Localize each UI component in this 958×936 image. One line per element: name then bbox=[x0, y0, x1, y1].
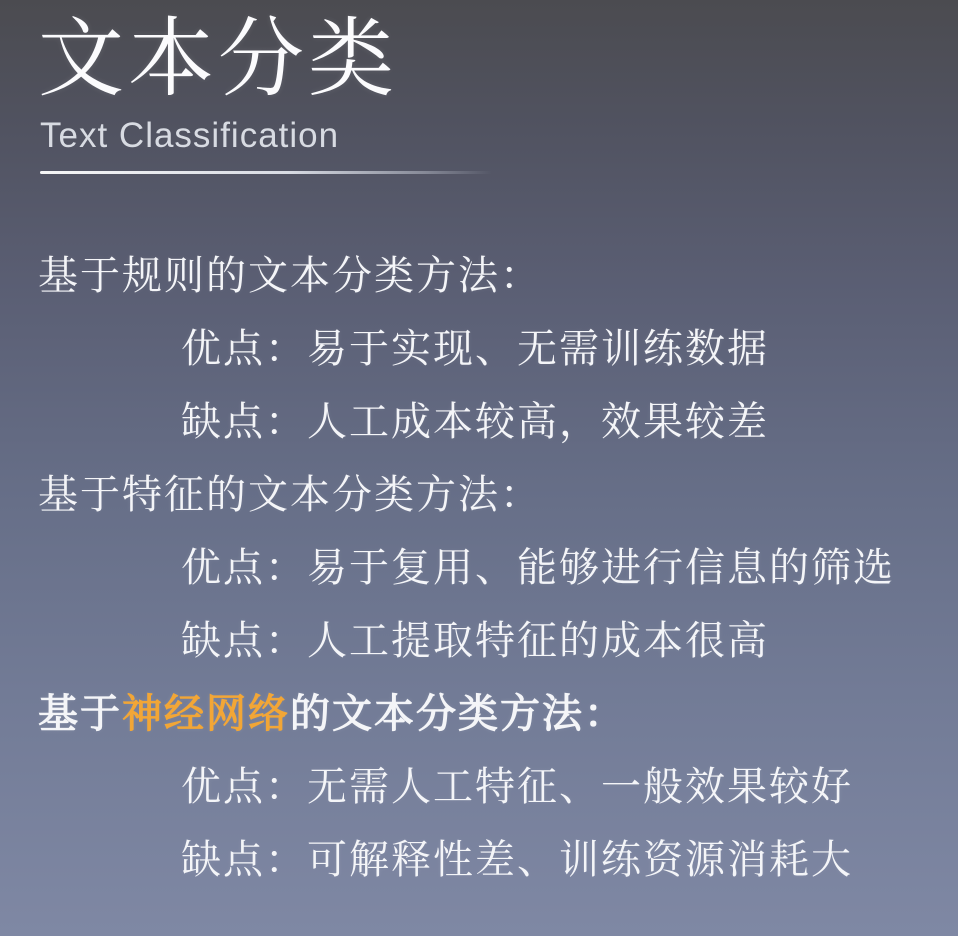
slide-body bbox=[38, 236, 958, 893]
cons-line: 缺点：人工提取特征的成本很高 bbox=[181, 619, 769, 664]
heading-prefix: 基于 bbox=[38, 254, 122, 299]
section-rule-based bbox=[38, 236, 958, 455]
title-divider-line bbox=[40, 171, 492, 174]
heading-prefix: 基于 bbox=[38, 473, 122, 518]
heading-highlight-neural-network: 神经网络 bbox=[122, 692, 290, 737]
section-feature-based bbox=[38, 455, 958, 674]
cons-line: 缺点：人工成本较高，效果较差 bbox=[181, 400, 769, 445]
heading-prefix: 基于 bbox=[38, 692, 122, 737]
cons-line: 缺点：可解释性差、训练资源消耗大 bbox=[181, 838, 853, 883]
heading-suffix: 的文本分类方法： bbox=[290, 692, 626, 737]
section-heading bbox=[38, 674, 958, 747]
heading-suffix: 规则的文本分类方法： bbox=[122, 254, 542, 299]
pros-line: 优点：易于实现、无需训练数据 bbox=[181, 327, 769, 372]
pros-line: 优点：易于复用、能够进行信息的筛选 bbox=[181, 546, 895, 591]
section-heading bbox=[38, 455, 958, 528]
slide-title: 文本分类 bbox=[38, 11, 398, 107]
heading-suffix: 特征的文本分类方法： bbox=[122, 473, 542, 518]
slide-subtitle: Text Classification bbox=[40, 115, 340, 155]
section-neural-network-based bbox=[38, 674, 958, 893]
pros-line: 优点：无需人工特征、一般效果较好 bbox=[181, 765, 853, 810]
section-heading bbox=[38, 236, 958, 309]
